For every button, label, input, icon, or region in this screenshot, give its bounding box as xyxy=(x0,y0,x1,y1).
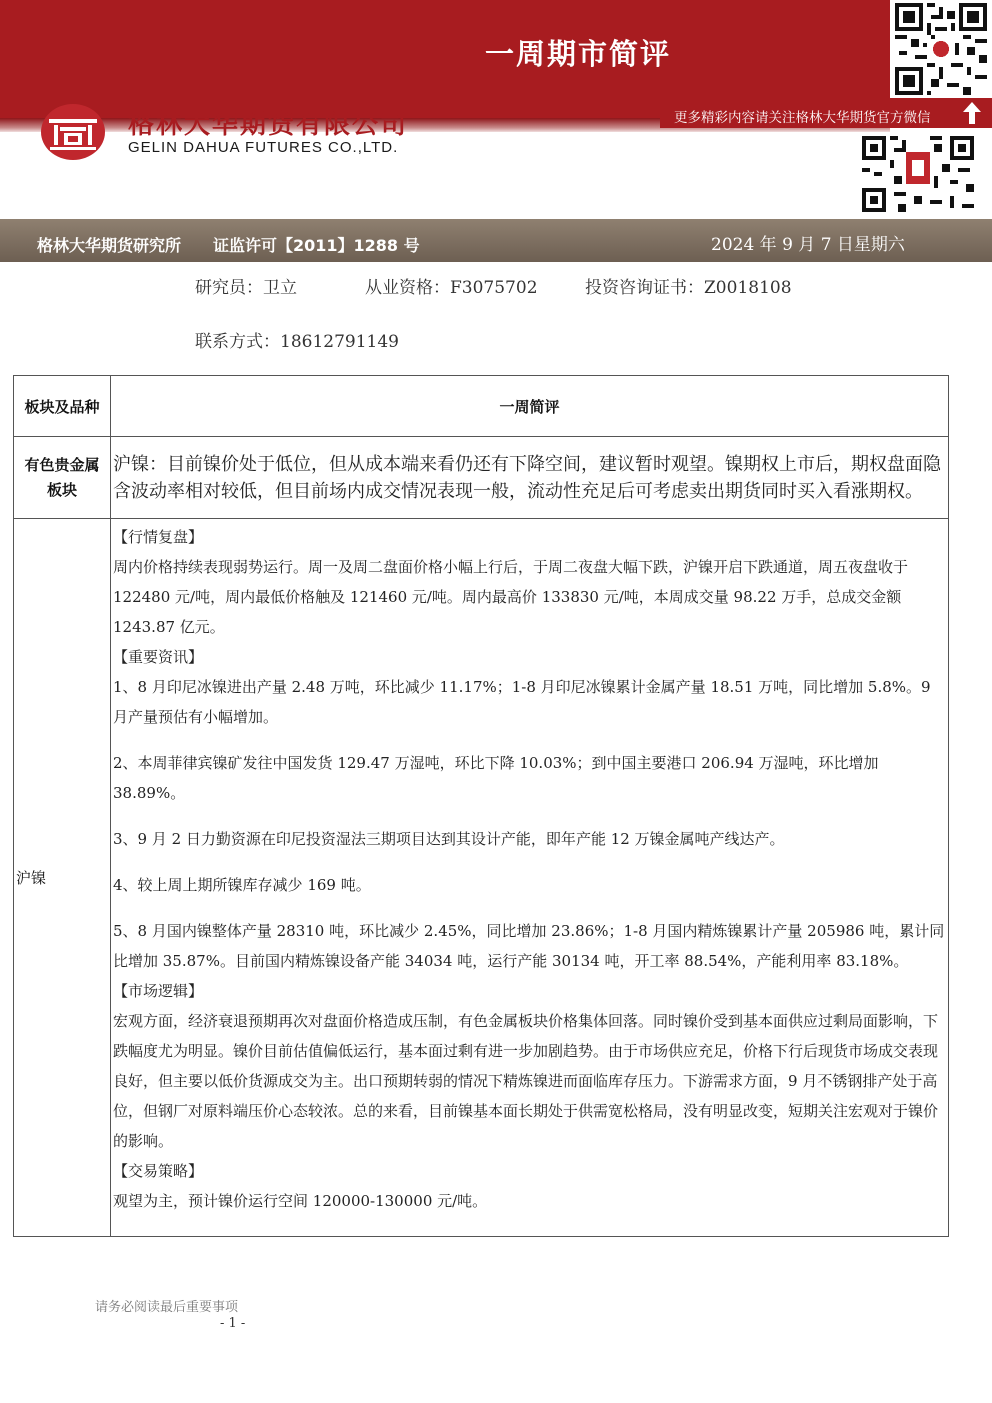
report-date: 2024 年 9 月 7 日星期六 xyxy=(711,235,905,255)
market-logic-text: 宏观方面，经济衰退预期再次对盘面价格造成压制，有色金属板块价格集体回落。同时镍价受到基本面供应过剩局面影响，下跌幅度尤为明显。镍价目前估值偏低运行，基本面过剩有进一步加剧趋势。由于市场供应充足，价格下行后现货市场成交表现良好，但主要以低价货源成交为主。出口预期转弱的情况下精炼镍进而面临库存压力。下游需求方面，9 月不锈钢排产处于高位，但钢厂对原料端压价心态较浓。总的来看，目前镍基本面长期处于供需宽松格局，没有明显改变，短期关注宏观对于镍价的影响。 xyxy=(113,1012,939,1150)
license-number: 证监许可【2011】1288 号 xyxy=(213,236,420,255)
company-name-en: GELIN DAHUA FUTURES CO.,LTD. xyxy=(128,139,399,156)
market-review-text: 周内价格持续表现弱势运行。周一及周二盘面价格小幅上行后，于周二夜盘大幅下跌，沪镍开启下跌通道，周五夜盘收于 122480 元/吨，周内最低价格触及 121460 元/吨。周内最高价 133830 元/吨，本周成交量 98.22 万手，总成交金额 1243.87 亿元。 xyxy=(113,558,909,636)
variety-detail xyxy=(111,519,949,1237)
col-header-sector: 板块及品种 xyxy=(14,376,111,437)
sector-label-line: 板块 xyxy=(46,480,77,499)
news-item: 5、8 月国内镍整体产量 28310 吨，环比减少 2.45%，同比增加 23.86%；1-8 月国内精炼镍累计产量 205986 吨，累计同比增加 35.87%。目前国内精炼镍设备产能 34034 吨，运行产能 30134 吨，开工率 88.54%，产能利用率 83.18%。 xyxy=(113,922,945,970)
page-number: - 1 - xyxy=(220,1316,246,1331)
trading-strategy-text: 观望为主，预计镍价运行空间 120000-130000 元/吨。 xyxy=(113,1192,488,1210)
qr-code-icon xyxy=(862,136,974,212)
section-heading: 【行情复盘】 xyxy=(113,528,204,546)
institute-name: 格林大华期货研究所 xyxy=(37,236,182,255)
footer-note: 请务必阅读最后重要事项 xyxy=(95,1300,239,1315)
news-item: 2、本周菲律宾镍矿发往中国发货 129.47 万湿吨，环比下降 10.03%；到中国主要港口 206.94 万湿吨，环比增加 38.89%。 xyxy=(113,754,879,802)
news-item: 1、8 月印尼冰镍进出产量 2.48 万吨，环比减少 11.17%；1-8 月印尼冰镍累计金属产量 18.51 万吨，同比增加 5.8%。9 月产量预估有小幅增加。 xyxy=(113,678,931,726)
researcher: 研究员：卫立 xyxy=(195,278,297,298)
section-heading: 【重要资讯】 xyxy=(113,648,204,666)
qr-code-icon xyxy=(895,3,987,95)
table-header-row xyxy=(14,376,949,437)
news-item: 4、较上周上期所镍库存减少 169 吨。 xyxy=(113,876,371,894)
col-header-review: 一周简评 xyxy=(111,376,949,437)
review-table xyxy=(13,375,949,1237)
company-name-cn: 格林大华期货有限公司 xyxy=(128,110,409,140)
news-item: 3、9 月 2 日力勤资源在印尼投资湿法三期项目达到其设计产能，即年产能 12 万镍金属吨产线达产。 xyxy=(113,830,785,848)
section-heading: 【市场逻辑】 xyxy=(113,982,204,1000)
certificate: 投资咨询证书：Z0018108 xyxy=(585,278,792,298)
company-logo-icon xyxy=(40,103,106,161)
contact: 联系方式：18612791149 xyxy=(195,332,399,352)
qualification: 从业资格：F3075702 xyxy=(365,278,538,298)
table-row xyxy=(14,437,949,519)
sector-summary: 沪镍：目前镍价处于低位，但从成本端来看仍还有下降空间，建议暂时观望。镍期权上市后，期权盘面隐含波动率相对较低，但目前场内成交情况表现一般，流动性充足后可考虑卖出期货同时买入看涨期权。 xyxy=(111,437,949,519)
section-heading: 【交易策略】 xyxy=(113,1162,204,1180)
sector-label xyxy=(14,437,111,519)
wechat-prompt: 更多精彩内容请关注格林大华期货官方微信 xyxy=(674,110,931,126)
table-row xyxy=(14,519,949,1237)
variety-label: 沪镍 xyxy=(14,519,111,1237)
arrow-up-icon xyxy=(962,101,982,125)
sector-label-line: 有色贵金属 xyxy=(24,455,100,474)
report-title: 一周期市简评 xyxy=(485,37,672,71)
